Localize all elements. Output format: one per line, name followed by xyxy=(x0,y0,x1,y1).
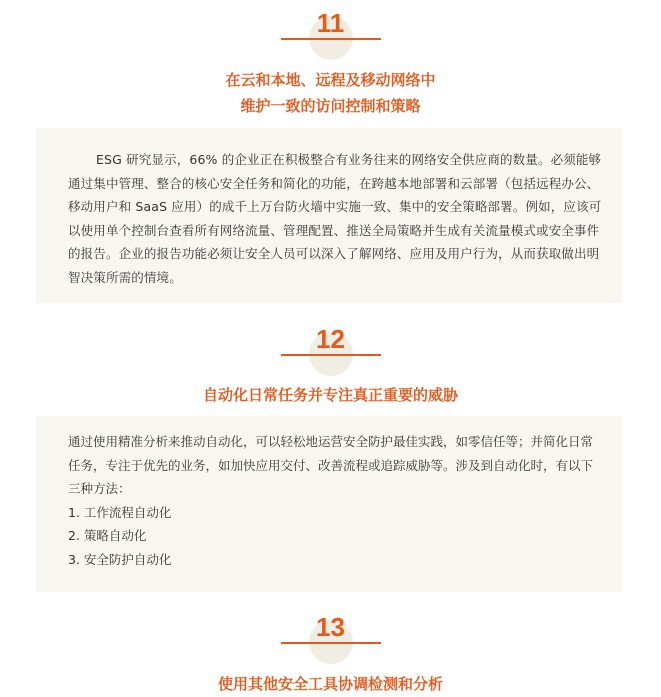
section-number: 12 xyxy=(316,324,345,354)
section-title-line-1: 在云和本地、远程及移动网络中 xyxy=(225,71,436,89)
list-item: 1. 工作流程自动化 xyxy=(68,504,172,520)
section-title-line-2: 维护一致的访问控制和策略 xyxy=(240,97,421,115)
section-number-badge xyxy=(281,322,381,366)
list-item: 3. 安全防护自动化 xyxy=(68,551,172,567)
number-underline xyxy=(281,354,381,356)
list-item: 2. 策略自动化 xyxy=(68,528,147,543)
section-number: 11 xyxy=(316,8,345,38)
section-number-badge xyxy=(281,6,381,50)
section-number-badge xyxy=(281,610,381,654)
section-title: 使用其他安全工具协调检测和分析 xyxy=(217,675,443,693)
section-body-paragraph: ESG 研究显示，66% 的企业正在积极整合有业务往来的网络安全供应商的数量。必须能够通过集中管理、整合的核心安全任务和简化的功能，在跨越本地部署和云部署（包括远程办公、移动用户和 SaaS 应用）的成千上万台防火墙中实施一致、集中的安全策略部署。例如，应该可以使用单个控制台查看所有网络流量、管理配置、推送全局策略并生成有关流量模式或安全事件的报告。企业的报告功能必须让安全人员可以深入了解网络、应用及用户行为，从而获取做出明智决策所需的情境。 xyxy=(68,152,602,285)
section-12-header xyxy=(0,322,661,408)
section-13-header xyxy=(0,610,661,697)
number-underline xyxy=(281,38,381,40)
section-12-content-box xyxy=(36,416,622,592)
section-11-content-box xyxy=(36,128,622,303)
section-number: 13 xyxy=(316,612,345,642)
section-title: 自动化日常任务并专注真正重要的威胁 xyxy=(202,386,458,404)
number-underline xyxy=(281,642,381,644)
section-intro-paragraph: 通过使用精准分析来推动自动化，可以轻松地运营安全防护最佳实践，如零信任等；并简化日常任务，专注于优先的业务，如加快应用交付、改善流程或追踪威胁等。涉及到自动化时，有以下三种方法： xyxy=(68,434,594,496)
section-11-header xyxy=(0,6,661,119)
